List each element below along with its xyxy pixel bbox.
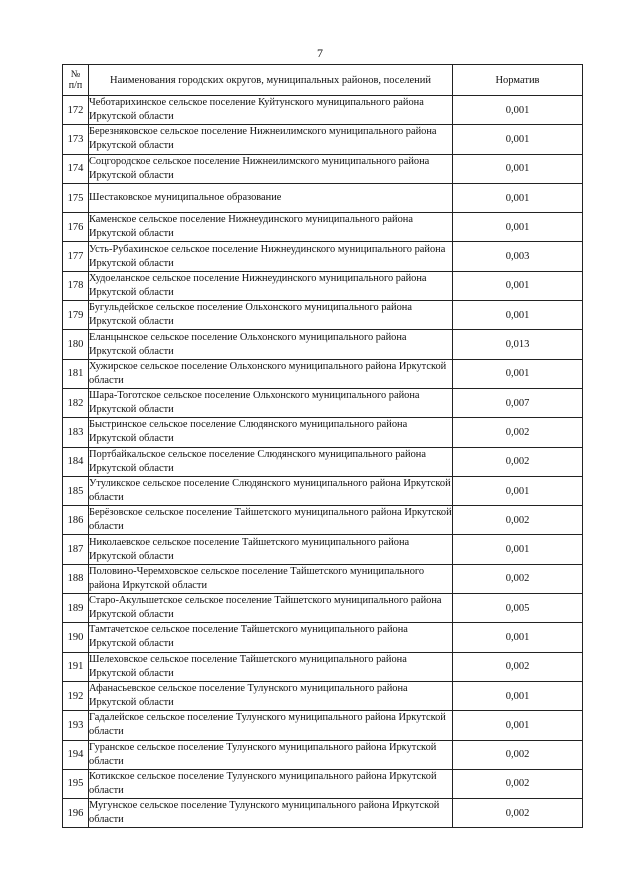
- normative-value: 0,001: [453, 623, 583, 652]
- row-number: 184: [63, 447, 89, 476]
- normative-value: 0,002: [453, 740, 583, 769]
- settlement-name: Котикское сельское поселение Тулунского муниципального района Иркутской области: [89, 769, 453, 798]
- row-number: 194: [63, 740, 89, 769]
- normative-value: 0,001: [453, 681, 583, 710]
- settlement-name: Портбайкальское сельское поселение Слюдянского муниципального района Иркутской области: [89, 447, 453, 476]
- header-number: [63, 65, 89, 96]
- table-header-row: [63, 65, 583, 96]
- settlement-name: Гуранское сельское поселение Тулунского муниципального района Иркутской области: [89, 740, 453, 769]
- header-name: Наименования городских округов, муниципальных районов, поселений: [89, 65, 453, 96]
- settlement-name: Шелеховское сельское поселение Тайшетского муниципального района Иркутской области: [89, 652, 453, 681]
- table-body: [63, 96, 583, 828]
- row-number: 177: [63, 242, 89, 271]
- page-number: 7: [317, 46, 323, 60]
- row-number: 191: [63, 652, 89, 681]
- normative-value: 0,001: [453, 476, 583, 505]
- settlement-name: Шестаковское муниципальное образование: [89, 183, 453, 212]
- settlement-name: Худоеланское сельское поселение Нижнеудинского муниципального района Иркутской области: [89, 271, 453, 300]
- settlement-name: Хужирское сельское поселение Ольхонского муниципального района Иркутской области: [89, 359, 453, 388]
- normative-value: 0,001: [453, 213, 583, 242]
- table-row: [63, 447, 583, 476]
- settlement-name: Быстринское сельское поселение Слюдянского муниципального района Иркутской области: [89, 418, 453, 447]
- normative-value: 0,002: [453, 447, 583, 476]
- table-row: [63, 96, 583, 125]
- settlement-name: Бугульдейское сельское поселение Ольхонского муниципального района Иркутской области: [89, 301, 453, 330]
- normative-value: 0,001: [453, 96, 583, 125]
- table-row: [63, 740, 583, 769]
- table-row: [63, 681, 583, 710]
- normative-value: 0,002: [453, 564, 583, 593]
- normative-value: 0,001: [453, 301, 583, 330]
- row-number: 195: [63, 769, 89, 798]
- table-row: [63, 388, 583, 417]
- settlement-name: Усть-Рубахинское сельское поселение Нижнеудинского муниципального района Иркутской области: [89, 242, 453, 271]
- header-number-symbol: №: [70, 69, 81, 80]
- row-number: 180: [63, 330, 89, 359]
- settlement-name: Шара-Тоготское сельское поселение Ольхонского муниципального района Иркутской области: [89, 388, 453, 417]
- settlement-name: Каменское сельское поселение Нижнеудинского муниципального района Иркутской области: [89, 213, 453, 242]
- normative-value: 0,013: [453, 330, 583, 359]
- row-number: 181: [63, 359, 89, 388]
- settlement-name: Николаевское сельское поселение Тайшетского муниципального района Иркутской области: [89, 535, 453, 564]
- normative-value: 0,002: [453, 418, 583, 447]
- row-number: 190: [63, 623, 89, 652]
- table-row: [63, 564, 583, 593]
- table-row: [63, 154, 583, 183]
- table-row: [63, 711, 583, 740]
- row-number: 187: [63, 535, 89, 564]
- row-number: 183: [63, 418, 89, 447]
- normative-value: 0,001: [453, 125, 583, 154]
- normative-value: 0,001: [453, 535, 583, 564]
- header-number-abbr: п/п: [68, 80, 83, 91]
- table-row: [63, 623, 583, 652]
- table-row: [63, 330, 583, 359]
- table-row: [63, 594, 583, 623]
- row-number: 186: [63, 506, 89, 535]
- row-number: 174: [63, 154, 89, 183]
- row-number: 192: [63, 681, 89, 710]
- settlement-name: Березняковское сельское поселение Нижнеилимского муниципального района Иркутской области: [89, 125, 453, 154]
- settlement-name: Чеботарихинское сельское поселение Куйтунского муниципального района Иркутской области: [89, 96, 453, 125]
- row-number: 193: [63, 711, 89, 740]
- settlement-name: Старо-Акульшетское сельское поселение Тайшетского муниципального района Иркутской области: [89, 594, 453, 623]
- table-row: [63, 125, 583, 154]
- row-number: 178: [63, 271, 89, 300]
- row-number: 185: [63, 476, 89, 505]
- table-row: [63, 301, 583, 330]
- table-row: [63, 535, 583, 564]
- table-row: [63, 652, 583, 681]
- table-row: [63, 799, 583, 828]
- settlement-name: Тамтачетское сельское поселение Тайшетского муниципального района Иркутской области: [89, 623, 453, 652]
- table-row: [63, 183, 583, 212]
- settlement-name: Половино-Черемховское сельское поселение Тайшетского муниципального района Иркутской области: [89, 564, 453, 593]
- row-number: 196: [63, 799, 89, 828]
- row-number: 172: [63, 96, 89, 125]
- table-row: [63, 769, 583, 798]
- normative-value: 0,001: [453, 154, 583, 183]
- normative-value: 0,003: [453, 242, 583, 271]
- table-row: [63, 242, 583, 271]
- normative-value: 0,001: [453, 183, 583, 212]
- normative-value: 0,001: [453, 359, 583, 388]
- row-number: 179: [63, 301, 89, 330]
- settlement-name: Мугунское сельское поселение Тулунского муниципального района Иркутской области: [89, 799, 453, 828]
- row-number: 173: [63, 125, 89, 154]
- settlement-name: Афанасьевское сельское поселение Тулунского муниципального района Иркутской области: [89, 681, 453, 710]
- normative-value: 0,002: [453, 799, 583, 828]
- settlement-name: Соцгородское сельское поселение Нижнеилимского муниципального района Иркутской области: [89, 154, 453, 183]
- row-number: 188: [63, 564, 89, 593]
- row-number: 176: [63, 213, 89, 242]
- normatives-table: [62, 64, 583, 828]
- row-number: 182: [63, 388, 89, 417]
- settlement-name: Утуликское сельское поселение Слюдянского муниципального района Иркутской области: [89, 476, 453, 505]
- normative-value: 0,001: [453, 271, 583, 300]
- normative-value: 0,001: [453, 711, 583, 740]
- table-row: [63, 359, 583, 388]
- row-number: 175: [63, 183, 89, 212]
- settlement-name: Еланцынское сельское поселение Ольхонского муниципального района Иркутской области: [89, 330, 453, 359]
- normative-value: 0,002: [453, 652, 583, 681]
- settlement-name: Берёзовское сельское поселение Тайшетского муниципального района Иркутской области: [89, 506, 453, 535]
- normative-value: 0,002: [453, 506, 583, 535]
- table-row: [63, 418, 583, 447]
- header-normative: Норматив: [453, 65, 583, 96]
- table-row: [63, 506, 583, 535]
- row-number: 189: [63, 594, 89, 623]
- normative-value: 0,007: [453, 388, 583, 417]
- settlement-name: Гадалейское сельское поселение Тулунского муниципального района Иркутской области: [89, 711, 453, 740]
- normative-value: 0,005: [453, 594, 583, 623]
- normative-value: 0,002: [453, 769, 583, 798]
- table-row: [63, 271, 583, 300]
- table-row: [63, 476, 583, 505]
- table-row: [63, 213, 583, 242]
